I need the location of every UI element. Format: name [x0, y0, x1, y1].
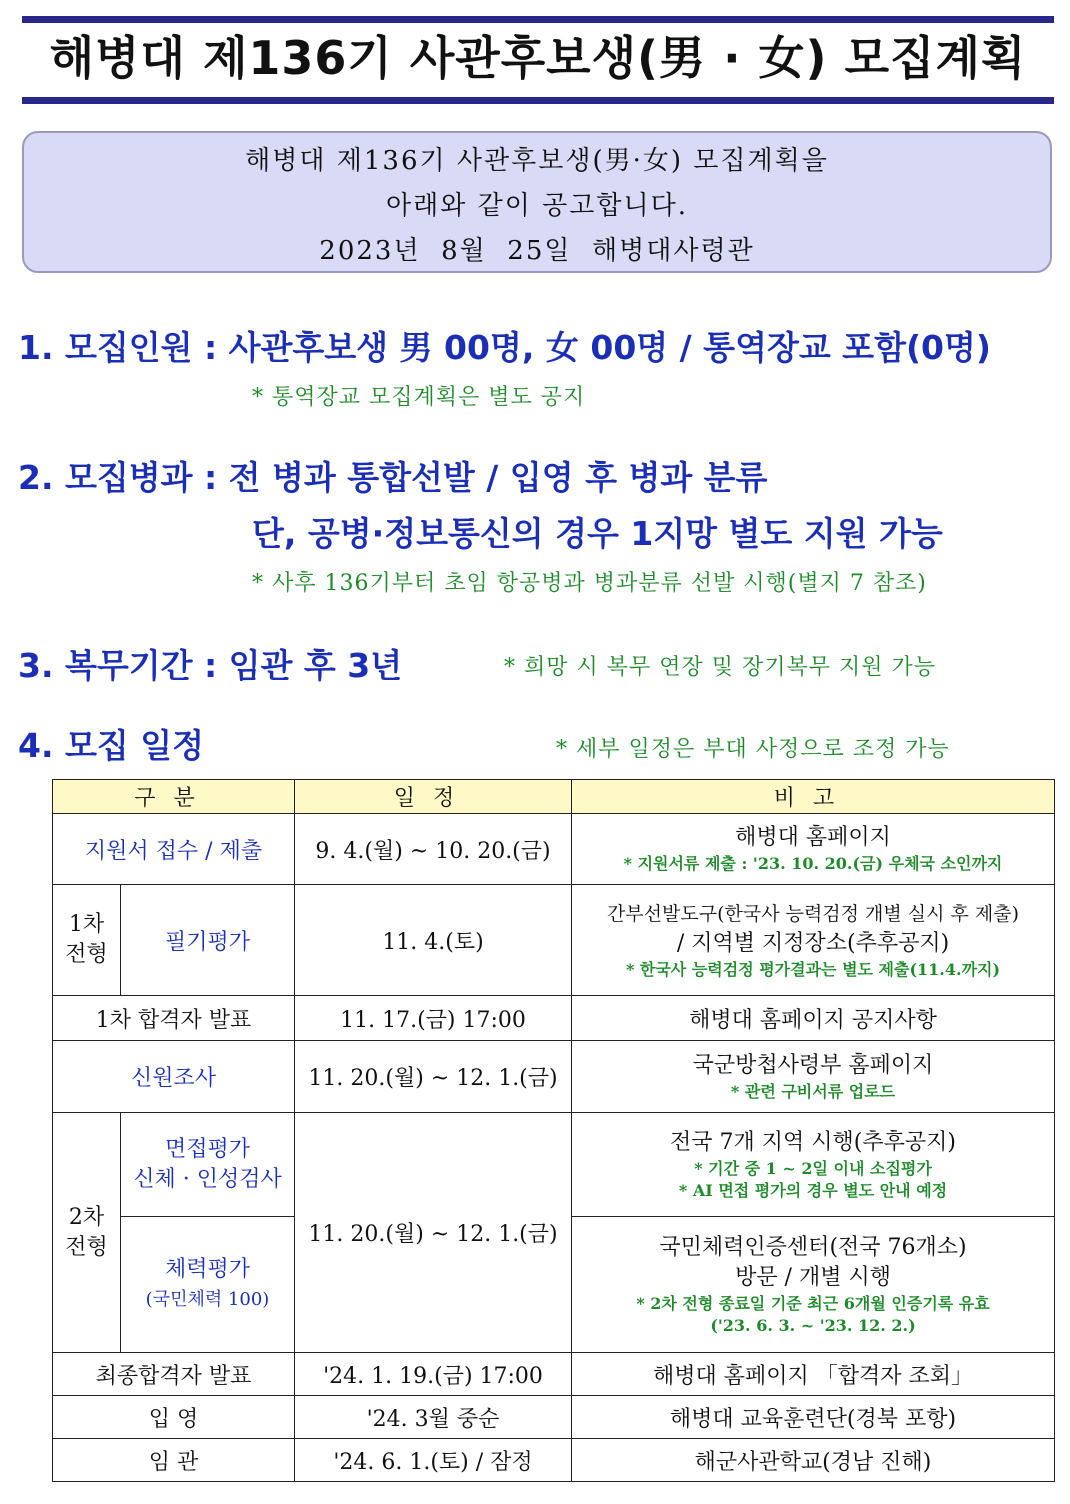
- row-remarks: 간부선발도구(한국사 능력검정 개별 실시 후 제출) / 지역별 지정장소(추후공지) * 한국사 능력검정 평가결과는 별도 제출(11.4.까지): [572, 885, 1055, 996]
- row-date: 9. 4.(월) ~ 10. 20.(금): [295, 814, 572, 885]
- table-row: [53, 1439, 1055, 1482]
- table-row: [53, 885, 1055, 996]
- section-1-heading: 1. 모집인원 : 사관후보생 男 00명, 女 00명 / 통역장교 포함(0명): [18, 328, 991, 367]
- row-label: 최종합격자 발표: [53, 1353, 295, 1396]
- row-remarks: 국민체력인증센터(전국 76개소) 방문 / 개별 시행 * 2차 전형 종료일 기준 최근 6개월 인증기록 유효 ('23. 6. 3. ~ '23. 12. 2.): [572, 1217, 1055, 1353]
- announcement-box: [22, 131, 1052, 273]
- section-2-note: * 사후 136기부터 초임 항공병과 병과분류 선발 시행(별지 7 참조): [252, 571, 927, 596]
- row-date: '24. 3월 중순: [295, 1396, 572, 1439]
- row-remarks: 해군사관학교(경남 진해): [572, 1439, 1055, 1482]
- row-label: 면접평가 신체 · 인성검사: [121, 1113, 295, 1217]
- group-label-2: 2차 전형: [53, 1113, 121, 1353]
- section-1-note: * 통역장교 모집계획은 별도 공지: [252, 385, 586, 410]
- row-label: 신원조사: [53, 1041, 295, 1113]
- row-label: 입 영: [53, 1396, 295, 1439]
- schedule-table: [52, 779, 1055, 1482]
- section-4-note: * 세부 일정은 부대 사정으로 조정 가능: [556, 737, 950, 762]
- row-date: 11. 20.(월) ~ 12. 1.(금): [295, 1041, 572, 1113]
- header-category: 구분: [53, 780, 295, 814]
- table-row: [53, 996, 1055, 1041]
- notice-line-2: 아래와 같이 공고합니다.: [386, 191, 688, 221]
- table-row: [53, 1396, 1055, 1439]
- row-remarks: 해병대 교육훈련단(경북 포항): [572, 1396, 1055, 1439]
- section-3-note: * 희망 시 복무 연장 및 장기복무 지원 가능: [504, 655, 936, 680]
- row-label: 체력평가 (국민체력 100): [121, 1217, 295, 1353]
- row-label: 필기평가: [121, 885, 295, 996]
- row-date: '24. 6. 1.(토) / 잠정: [295, 1439, 572, 1482]
- row-remarks: 해병대 홈페이지 * 지원서류 제출 : '23. 10. 20.(금) 우체국 소인까지: [572, 814, 1055, 885]
- page-title: 해병대 제136기 사관후보생(男 · 女) 모집계획: [49, 31, 1027, 85]
- row-remarks: 해병대 홈페이지 「합격자 조회」: [572, 1353, 1055, 1396]
- section-2-heading-2: 단, 공병·정보통신의 경우 1지망 별도 지원 가능: [252, 514, 943, 553]
- table-row: [53, 1041, 1055, 1113]
- section-4-heading: 4. 모집 일정: [18, 726, 204, 765]
- header-schedule: 일정: [295, 780, 572, 814]
- notice-line-3: 2023년 8월 25일 해병대사령관: [319, 236, 755, 266]
- row-date: '24. 1. 19.(금) 17:00: [295, 1353, 572, 1396]
- row-date: 11. 17.(금) 17:00: [295, 996, 572, 1041]
- row-date: 11. 4.(토): [295, 885, 572, 996]
- bottom-rule: [22, 97, 1054, 104]
- row-date: 11. 20.(월) ~ 12. 1.(금): [295, 1113, 572, 1353]
- table-header-row: [53, 780, 1055, 814]
- row-label: 지원서 접수 / 제출: [53, 814, 295, 885]
- header-remarks: 비고: [572, 780, 1055, 814]
- row-remarks: 전국 7개 지역 시행(추후공지) * 기간 중 1 ~ 2일 이내 소집평가 * AI 면접 평가의 경우 별도 안내 예정: [572, 1113, 1055, 1217]
- table-row: [53, 814, 1055, 885]
- group-label-1: 1차 전형: [53, 885, 121, 996]
- table-row: [53, 1113, 1055, 1217]
- row-remarks: 해병대 홈페이지 공지사항: [572, 996, 1055, 1041]
- table-row: [53, 1353, 1055, 1396]
- section-2-heading: 2. 모집병과 : 전 병과 통합선발 / 입영 후 병과 분류: [18, 458, 768, 497]
- row-remarks: 국군방첩사령부 홈페이지 * 관련 구비서류 업로드: [572, 1041, 1055, 1113]
- notice-line-1: 해병대 제136기 사관후보생(男·女) 모집계획을: [245, 146, 829, 176]
- row-label: 1차 합격자 발표: [53, 996, 295, 1041]
- section-3-heading: 3. 복무기간 : 임관 후 3년: [18, 646, 403, 685]
- row-label: 임 관: [53, 1439, 295, 1482]
